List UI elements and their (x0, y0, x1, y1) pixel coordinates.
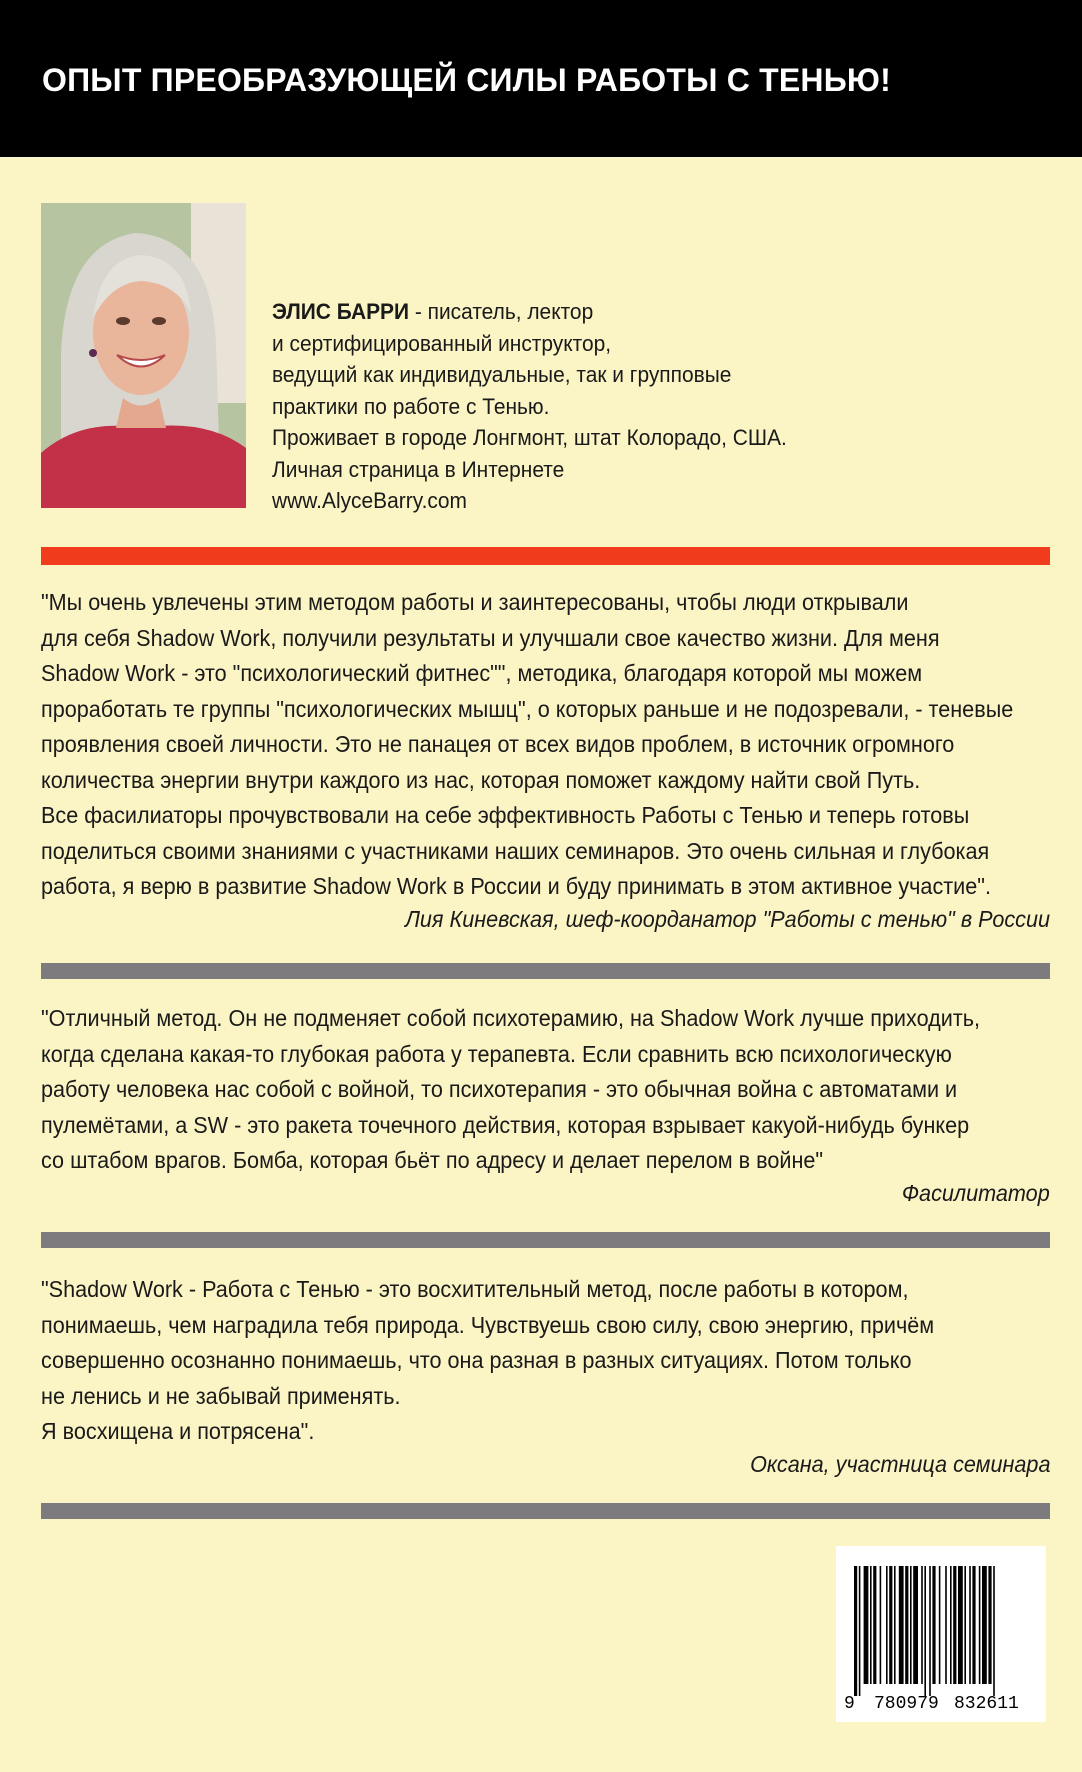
quote-line: работа, я верю в развитие Shadow Work в России и буду принимать в этом активное участие". (41, 873, 991, 899)
bio-line: и сертифицированный инструктор, (272, 330, 612, 356)
header-banner (0, 0, 1082, 157)
quote-line: "Shadow Work - Работа с Тенью - это восхитительный метод, после работы в котором, (41, 1276, 909, 1302)
testimonial-quote-3 (41, 1272, 1050, 1450)
author-website: www.AlyceBarry.com (272, 488, 467, 513)
quote-line: Я восхищена и потрясена". (41, 1418, 315, 1444)
barcode-digit-prefix: 9 (844, 1694, 855, 1714)
quote-attribution-3: Оксана, участница семинара (749, 1451, 1050, 1477)
section-divider (41, 963, 1050, 979)
quote-line: работу человека нас собой с войной, то психотерапия - это обычная война с автоматами и (41, 1076, 958, 1102)
quote-line: Shadow Work - это "психологический фитнес"", методика, благодаря которой мы можем (41, 660, 923, 686)
isbn-barcode (836, 1546, 1046, 1722)
author-photo (41, 203, 246, 508)
quote-line: Все фасилиаторы прочувствовали на себе эффективность Работы с Тенью и теперь готовы (41, 802, 970, 828)
quote-attribution-2: Фасилитатор (902, 1180, 1050, 1206)
quote-line: "Мы очень увлечены этим методом работы и заинтересованы, чтобы люди открывали (41, 589, 909, 615)
testimonial-quote-2 (41, 1001, 1050, 1179)
barcode-bars (836, 1546, 1046, 1696)
bio-line: ЭЛИС БАРРИ - писатель, лектор (272, 299, 594, 324)
author-name: ЭЛИС БАРРИ (272, 299, 410, 324)
quote-line: "Отличный метод. Он не подменяет собой психотерамию, на Shadow Work лучше приходить, (41, 1005, 981, 1031)
barcode-digits-right: 832611 (954, 1694, 1019, 1714)
quote-line: пулемётами, а SW - это ракета точечного действия, которая взрывает какуой-нибудь бункер (41, 1111, 970, 1138)
quote-line: для себя Shadow Work, получили результаты и улучшали свое качество жизни. Для меня (41, 624, 940, 651)
quote-line: со штабом врагов. Бомба, которая бьёт по адресу и делает перелом в войне" (41, 1147, 824, 1173)
quote-line: когда сделана какая-то глубокая работа у терапевта. Если сравнить всю психологическую (41, 1040, 952, 1067)
quote-line: поделиться своими знаниями с участниками наших семинаров. Это очень сильная и глубокая (41, 837, 990, 864)
section-divider (41, 1232, 1050, 1248)
bio-line: Проживает в городе Лонгмонт, штат Колорадо, США. (272, 425, 787, 450)
quote-line: проявления своей личности. Это не панацея от всех видов проблем, в источник огромного (41, 731, 955, 757)
page-title: ОПЫТ ПРЕОБРАЗУЮЩЕЙ СИЛЫ РАБОТЫ С ТЕНЬЮ! (42, 62, 891, 98)
barcode-digits-left: 780979 (874, 1694, 939, 1714)
bio-line: практики по работе с Тенью. (272, 393, 550, 419)
accent-divider (41, 547, 1050, 565)
bio-line: Личная страница в Интернете (272, 456, 565, 482)
bio-line: ведущий как индивидуальные, так и групповые (272, 362, 732, 387)
quote-line: не ленись и не забывай применять. (41, 1382, 401, 1409)
quote-line: количества энергии внутри каждого из нас, которая поможет каждому найти свой Путь. (41, 766, 921, 793)
testimonial-quote-1 (41, 585, 1050, 905)
section-divider (41, 1503, 1050, 1519)
quote-attribution-1: Лия Киневская, шеф-коорданатор "Работы с тенью" в России (405, 906, 1050, 932)
quote-line: совершенно осознанно понимаешь, что она разная в разных ситуациях. Потом только (41, 1347, 912, 1373)
quote-line: понимаешь, чем наградила тебя природа. Чувствуешь свою силу, свою энергию, причём (41, 1311, 935, 1338)
quote-line: проработать те группы "психологических мышц", о которых раньше и не подозревали, - теневые (41, 695, 1014, 722)
author-bio (272, 296, 793, 517)
